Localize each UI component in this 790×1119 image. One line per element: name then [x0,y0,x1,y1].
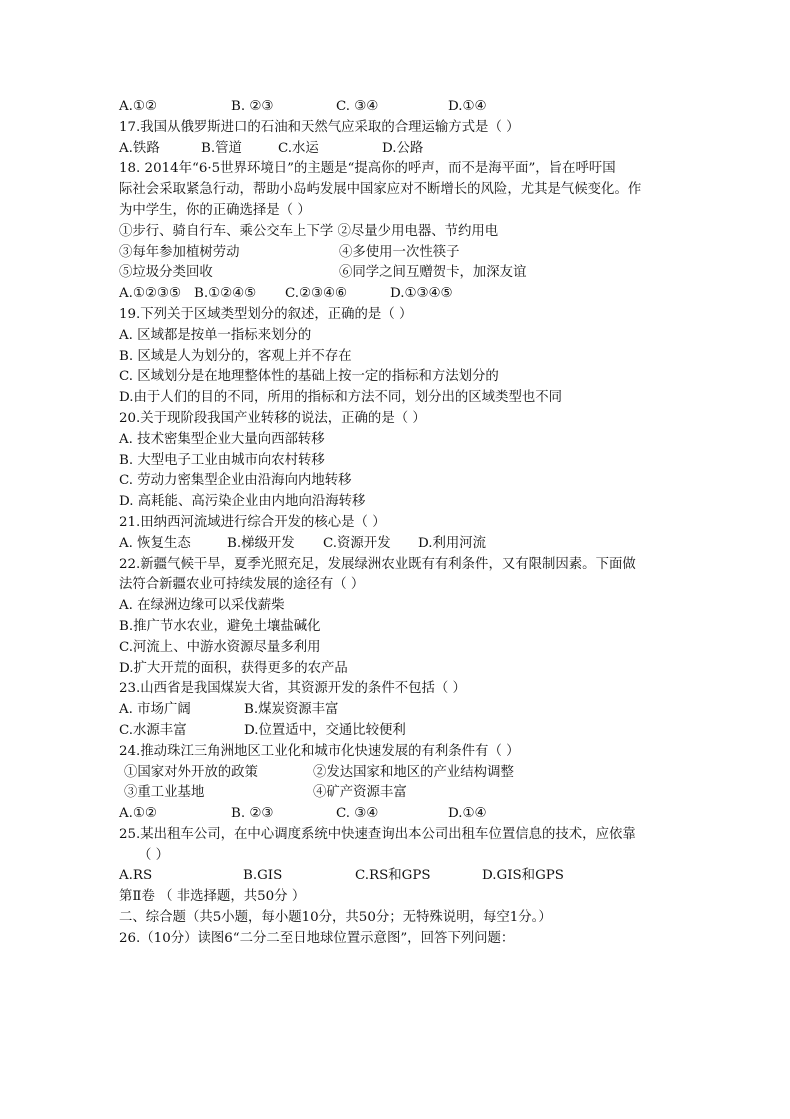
q24-item: ①国家对外开放的政策 [124,764,258,780]
q18-stem-line-2: 际社会采取紧急行动，帮助小岛屿发展中国家应对不断增长的风险，尤其是气候变化。作 [119,182,642,198]
q18-option-a: A.①②③⑤ [119,286,181,302]
q24-item: ②发达国家和地区的产业结构调整 [313,764,514,780]
q18-item: ⑤垃圾分类回收 [119,265,213,281]
q19-option-b: B. 区域是人为划分的，客观上并不存在 [119,348,352,364]
q22-stem-line-2: 法符合新疆农业可持续发展的途径有（ ） [119,577,365,593]
q16-options [119,97,679,118]
q21-option-d: D.利用河流 [418,535,487,551]
q24-option-b: B. ②③ [231,806,274,822]
q18-stem-line-3: 为中学生，你的正确选择是（ ） [119,202,311,218]
q26-stem: 26.（10分）读图6“二分二至日地球位置示意图”，回答下列问题： [119,930,515,946]
q22-option-c: C.河流上、中游水资源尽量多利用 [119,639,321,655]
q17-option-b: B.管道 [201,140,242,156]
q24-stem: 24.推动珠江三角洲地区工业化和城市化快速发展的有利条件有（ ） [119,743,520,759]
q22-stem-line-1: 22.新疆气候干旱，夏季光照充足，发展绿洲农业既有有利条件，又有限制因素。下面做 [119,556,636,572]
q23-options-row-2 [119,721,679,742]
q24-items-row-2 [119,783,679,804]
q17-option-d: D.公路 [382,140,424,156]
q24-option-a: A.①② [119,806,157,822]
q18-items-row-2 [119,243,679,264]
q23-option-d: D.位置适中，交通比较便利 [244,722,406,738]
q19-option-a: A. 区域都是按单一指标来划分的 [119,327,312,343]
exam-content [119,97,679,950]
section-2-title: 二、综合题（共5小题，每小题10分，共50分；无特殊说明，每空1分。） [119,910,552,926]
q24-option-d: D.①④ [448,806,487,822]
q25-option-b: B.GIS [243,868,283,884]
q24-item: ④矿产资源丰富 [313,785,407,801]
q20-stem: 20.关于现阶段我国产业转移的说法，正确的是（ ） [119,410,426,426]
part-2-title: 第Ⅱ卷 （ 非选择题，共50分 ） [119,889,306,905]
q25-option-c: C.RS和GPS [355,868,431,884]
q22-option-b: B.推广节水农业，避免土壤盐碱化 [119,618,321,634]
q18-items-row-3 [119,263,679,284]
q23-options-row-1 [119,700,679,721]
q21-option-b: B.梯级开发 [227,535,295,551]
q18-stem-line-1: 18. 2014年“6·5世界环境日”的主题是“提高你的呼声，而不是海平面”，旨在呼吁国 [119,161,616,177]
q24-option-c: C. ③④ [336,806,379,822]
q18-item: ⑥同学之间互赠贺卡，加深友谊 [339,265,527,281]
q25-options [119,866,679,887]
q25-option-a: A.RS [119,868,153,884]
q19-option-d: D.由于人们的目的不同，所用的指标和方法不同，划分出的区域类型也不同 [119,390,563,406]
q22-option-d: D.扩大开荒的面积，获得更多的农产品 [119,660,348,676]
q25-stem-line-2: （ ） [138,847,170,863]
q16-option-a: A.①② [119,99,157,114]
q18-options [119,284,679,305]
q20-option-d: D. 高耗能、高污染企业由内地向沿海转移 [119,494,366,510]
q17-option-c: C.水运 [278,140,319,156]
q21-stem: 21.田纳西河流域进行综合开发的核心是（ ） [119,514,386,530]
q18-option-c: C.②③④⑥ [285,286,348,302]
q21-option-a: A. 恢复生态 [119,535,191,551]
q19-stem: 19.下列关于区域类型划分的叙述，正确的是（ ） [119,306,413,322]
q17-stem: 17.我国从俄罗斯进口的石油和天然气应采取的合理运输方式是（ ） [119,119,520,135]
q24-items-row-1 [119,763,679,784]
q20-option-a: A. 技术密集型企业大量向西部转移 [119,431,325,447]
q25-option-d: D.GIS和GPS [482,868,564,884]
q23-stem: 23.山西省是我国煤炭大省，其资源开发的条件不包括（ ） [119,681,466,697]
q21-options [119,534,679,555]
q21-option-c: C.资源开发 [323,535,391,551]
q17-option-a: A.铁路 [119,140,160,156]
q23-option-a: A. 市场广阔 [119,702,191,718]
q16-option-d: D.①④ [448,99,487,114]
q24-options [119,804,679,825]
q19-option-c: C. 区域划分是在地理整体性的基础上按一定的指标和方法划分的 [119,369,499,385]
q18-item: ①步行、骑自行车、乘公交车上下学 ②尽量少用电器、节约用电 [119,223,499,239]
q22-option-a: A. 在绿洲边缘可以采伐薪柴 [119,598,285,614]
q25-stem-line-1: 25.某出租车公司，在中心调度系统中快速查询出本公司出租车位置信息的技术，应依靠 [119,826,636,842]
q23-option-c: C.水源丰富 [119,722,187,738]
q20-option-c: C. 劳动力密集型企业由沿海向内地转移 [119,473,352,489]
q16-option-b: B. ②③ [231,99,274,114]
q24-item: ③重工业基地 [124,785,205,801]
q20-option-b: B. 大型电子工业由城市向农村转移 [119,452,325,468]
q18-items-row-1 [119,222,679,243]
q17-options [119,139,679,160]
q16-option-c: C. ③④ [336,99,379,114]
q18-item: ③每年参加植树劳动 [119,244,240,260]
q23-option-b: B.煤炭资源丰富 [244,702,339,718]
q18-item: ④多使用一次性筷子 [339,244,460,260]
q18-option-d: D.①③④⑤ [390,286,453,302]
q18-option-b: B.①②④⑤ [194,286,257,302]
